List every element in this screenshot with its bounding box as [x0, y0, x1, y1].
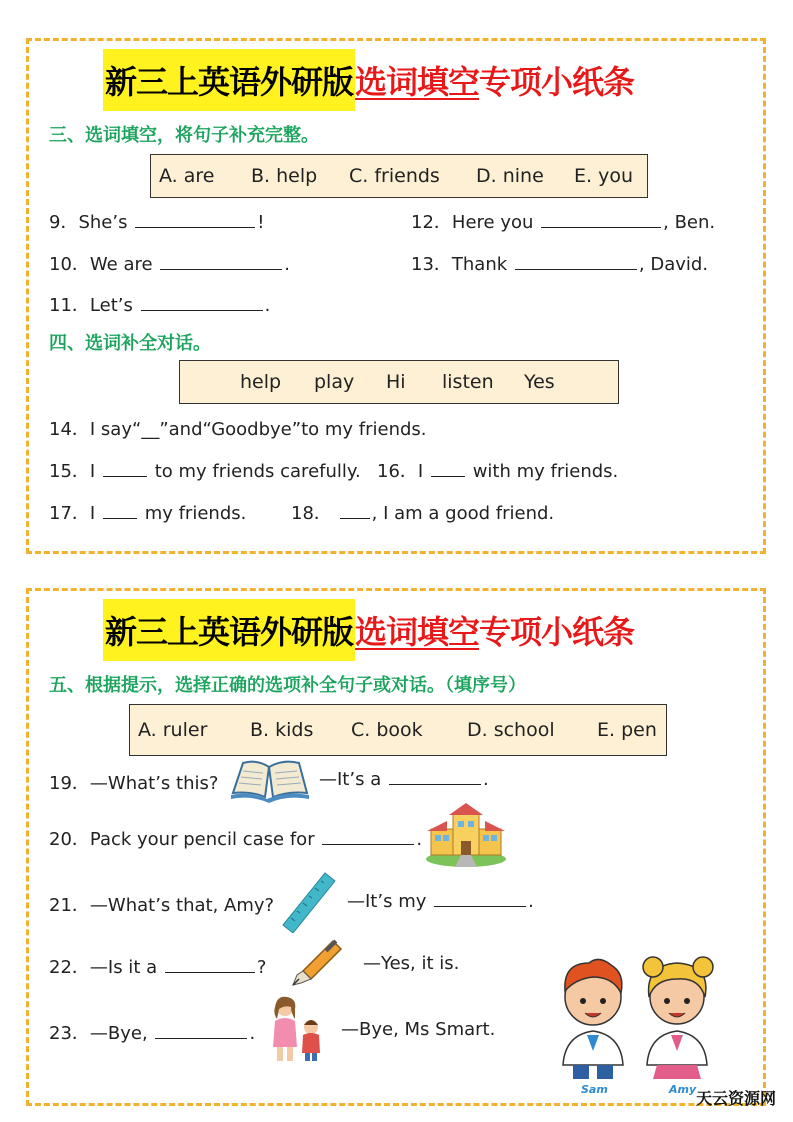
- q17-text: 17．I: [49, 503, 96, 524]
- question-19: [49, 769, 218, 795]
- q13-blank[interactable]: [515, 268, 637, 270]
- option-d: D. nine: [476, 165, 544, 187]
- question-14: 14．I say“__”and“Goodbye”to my friends.: [49, 419, 427, 440]
- option-a: A. are: [159, 165, 215, 187]
- q21-blank[interactable]: [434, 905, 526, 907]
- q22-blank[interactable]: [165, 971, 255, 973]
- option-c-book: C. book: [351, 719, 423, 741]
- q13-suffix: , David.: [638, 254, 709, 275]
- title-red: 专项小纸条: [479, 63, 635, 101]
- worksheet-card-2: [26, 588, 766, 1106]
- option-e: E. you: [574, 165, 633, 187]
- option-d-school: D. school: [467, 719, 555, 741]
- q13-text: 13．Thank: [411, 254, 508, 275]
- section3-heading: 三、选词填空，将句子补充完整。: [49, 125, 319, 146]
- q23-blank[interactable]: [155, 1037, 247, 1039]
- word-play: play: [314, 371, 355, 393]
- q12-blank[interactable]: [541, 226, 661, 228]
- q19-blank[interactable]: [389, 783, 481, 785]
- q16-blank[interactable]: [431, 475, 465, 477]
- q15-suffix: to my friends carefully.: [154, 461, 361, 482]
- q9-text: 9．She’s: [49, 212, 128, 233]
- q10-blank[interactable]: [160, 268, 282, 270]
- section3-word-box: [150, 154, 648, 198]
- question-21-answer: [347, 891, 534, 912]
- q9-suffix: !: [257, 212, 265, 233]
- title-underlined: 选词填空: [355, 63, 480, 101]
- question-11: [49, 291, 270, 317]
- q23-text: 23．—Bye,: [49, 1023, 148, 1044]
- question-23-answer: —Bye, Ms Smart.: [341, 1019, 496, 1040]
- q10-suffix: .: [284, 254, 291, 275]
- question-12: [411, 208, 715, 234]
- q16-suffix: with my friends.: [472, 461, 619, 482]
- q11-text: 11．Let’s: [49, 295, 133, 316]
- q18-suffix: , I am a good friend.: [371, 503, 555, 524]
- q20-blank[interactable]: [322, 843, 414, 845]
- q20-text: 20．Pack your pencil case for: [49, 829, 315, 850]
- word-listen: listen: [442, 371, 494, 393]
- q22-text: 22．—Is it a: [49, 957, 158, 978]
- section5-word-box: [129, 704, 667, 756]
- q19-text: 19．—What’s this?: [49, 773, 219, 794]
- book-icon: [229, 755, 311, 803]
- title-red: 专项小纸条: [479, 613, 635, 651]
- q18-text: 18．: [291, 503, 332, 524]
- q21-text: 21．—What’s that, Amy?: [49, 895, 275, 916]
- question-22-answer: —Yes, it is.: [363, 953, 460, 974]
- q11-blank[interactable]: [141, 309, 263, 311]
- q15-text: 15．I: [49, 461, 96, 482]
- school-icon: [425, 803, 507, 867]
- q12-suffix: , Ben.: [663, 212, 716, 233]
- question-17: [49, 499, 246, 525]
- teacher-and-kid-icon: [267, 995, 327, 1063]
- section4-heading: 四、选词补全对话。: [49, 333, 211, 354]
- question-18: [291, 499, 554, 525]
- title-highlight: 新三上英语外研版: [103, 49, 355, 111]
- question-23: [49, 1019, 255, 1045]
- sam-name: Sam: [581, 1083, 608, 1096]
- q11-suffix: .: [264, 295, 271, 316]
- q23-suffix: .: [249, 1023, 256, 1044]
- pen-icon: [285, 935, 345, 987]
- card1-title: [103, 49, 634, 111]
- question-9: [49, 208, 264, 234]
- q21-answer-text: —It’s my: [347, 891, 427, 912]
- question-19-answer: [319, 769, 489, 790]
- option-b-kids: B. kids: [250, 719, 314, 741]
- q10-text: 10．We are: [49, 254, 153, 275]
- option-e-pen: E. pen: [597, 719, 657, 741]
- word-help: help: [240, 371, 282, 393]
- worksheet-card-1: [26, 38, 766, 554]
- q19-answer-text: —It’s a: [319, 769, 382, 790]
- q16-text: 16．I: [377, 461, 424, 482]
- word-hi: Hi: [386, 371, 406, 393]
- q22-suffix: ?: [256, 957, 267, 978]
- q9-blank[interactable]: [135, 226, 255, 228]
- title-underlined: 选词填空: [355, 613, 480, 651]
- option-a-ruler: A. ruler: [138, 719, 208, 741]
- q17-blank[interactable]: [103, 517, 137, 519]
- question-16: [377, 457, 618, 483]
- q18-blank[interactable]: [340, 517, 370, 519]
- question-21: [49, 891, 274, 917]
- question-13: [411, 250, 708, 276]
- option-c: C. friends: [349, 165, 440, 187]
- word-yes: Yes: [524, 371, 555, 393]
- q19-suffix: .: [482, 769, 489, 790]
- sam-and-amy-illustration: [553, 947, 723, 1097]
- q21-suffix: .: [528, 891, 534, 912]
- title-highlight: 新三上英语外研版: [103, 599, 355, 661]
- q17-suffix: my friends.: [144, 503, 247, 524]
- section4-word-box: [179, 360, 619, 404]
- card2-title: [103, 599, 634, 661]
- option-b: B. help: [251, 165, 318, 187]
- ruler-icon: [281, 871, 337, 933]
- section5-heading: 五、根据提示，选择正确的选项补全句子或对话。（填序号）: [49, 675, 526, 696]
- question-10: [49, 250, 290, 276]
- amy-name: Amy: [669, 1083, 697, 1096]
- question-15: [49, 457, 361, 483]
- watermark: 天云资源网: [696, 1089, 777, 1108]
- q12-text: 12．Here you: [411, 212, 534, 233]
- q20-suffix: .: [416, 829, 423, 850]
- question-22: [49, 953, 266, 979]
- question-20: [49, 825, 422, 851]
- q15-blank[interactable]: [103, 475, 147, 477]
